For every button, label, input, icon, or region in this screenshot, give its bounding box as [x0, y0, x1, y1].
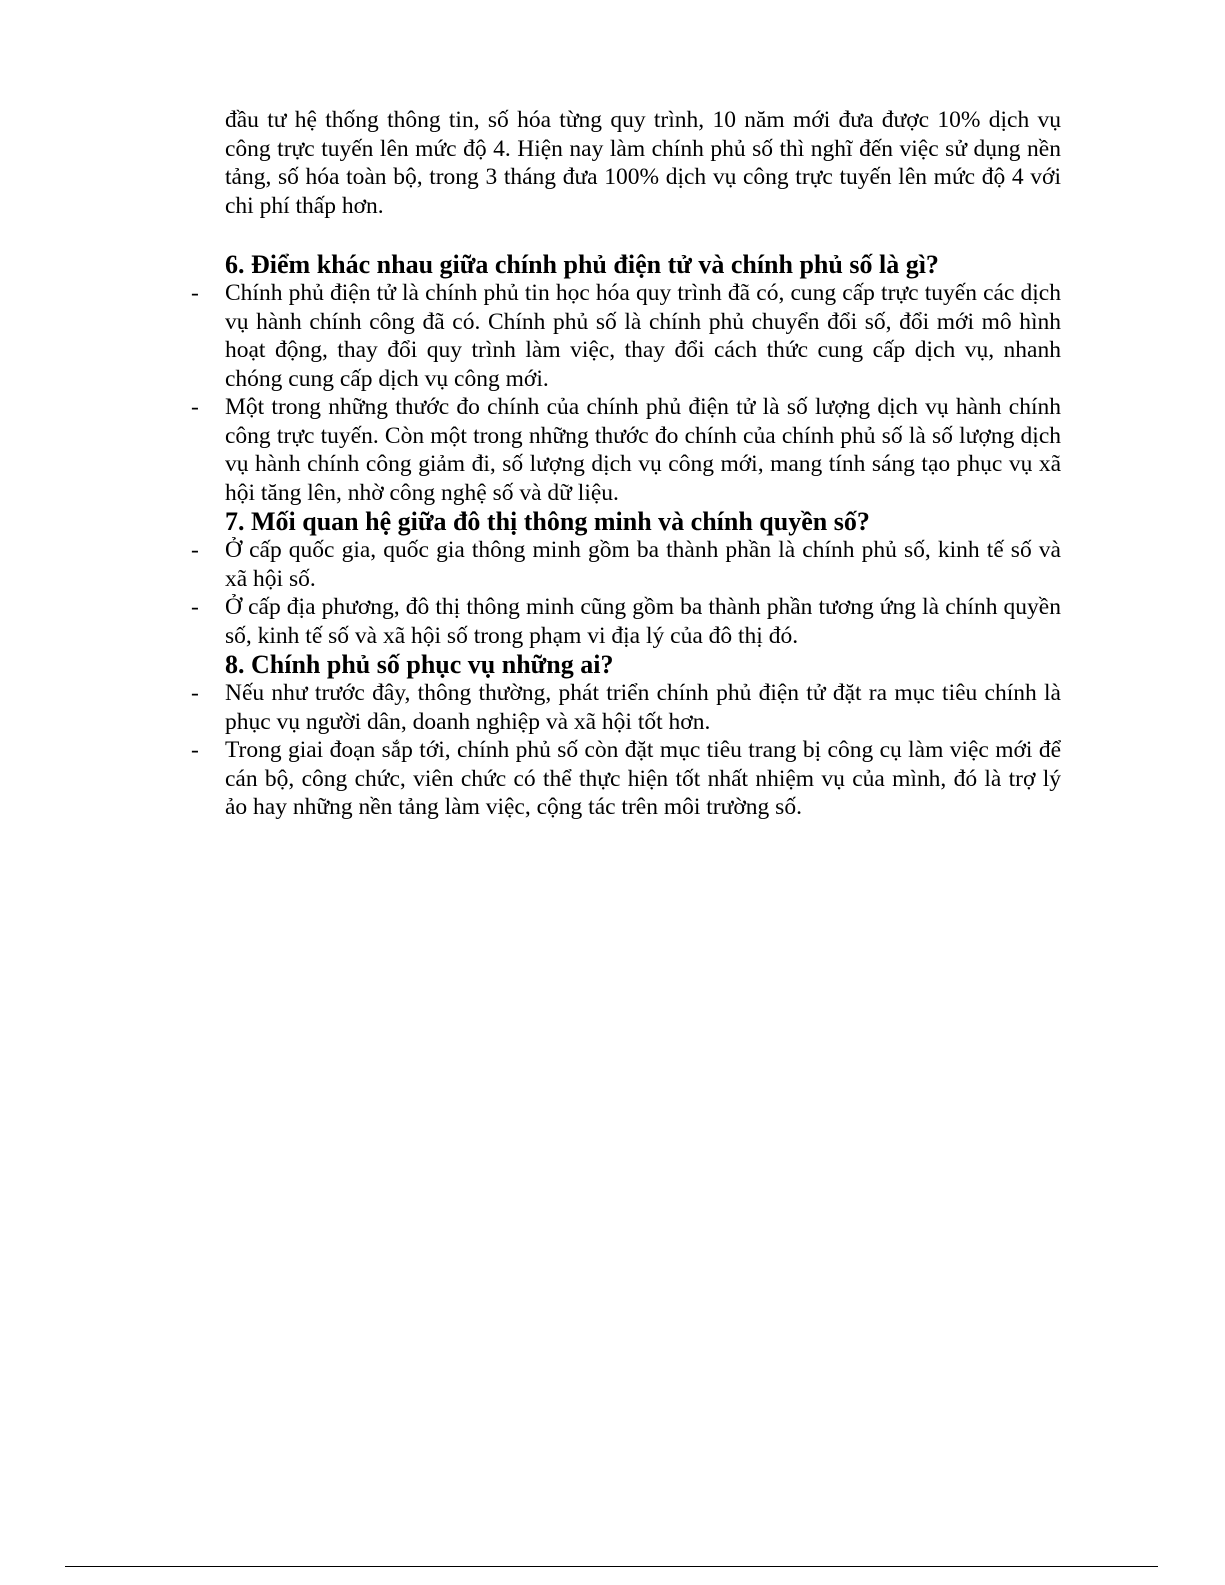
section-6-list — [191, 279, 1061, 507]
section-8-list — [191, 679, 1061, 822]
list-item-text: Nếu như trước đây, thông thường, phát triển chính phủ điện tử đặt ra mục tiêu chính là phục vụ người dân, doanh nghiệp và xã hội tốt hơn. — [225, 680, 1061, 735]
list-item — [191, 536, 1061, 593]
dash-bullet: - — [191, 394, 199, 420]
dash-bullet: - — [191, 737, 199, 763]
dash-bullet: - — [191, 280, 199, 306]
list-item-text: Chính phủ điện tử là chính phủ tin học hóa quy trình đã có, cung cấp trực tuyến các dịch vụ hành chính công đã có. Chính phủ số là chính phủ chuyển đổi số, đổi mới mô hình hoạt động, thay đổi quy trình làm việc, thay đổi cách thức cung cấp dịch vụ, nhanh chóng cung cấp dịch vụ công mới. — [225, 280, 1061, 392]
dash-bullet: - — [191, 537, 199, 563]
list-item-text: Trong giai đoạn sắp tới, chính phủ số còn đặt mục tiêu trang bị công cụ làm việc mới để cán bộ, công chức, viên chức có thể thực hiện tốt nhất nhiệm vụ của mình, đó là trợ lý ảo hay những nền tảng làm việc, cộng tác trên môi trường số. — [225, 737, 1061, 820]
page-content — [191, 106, 1061, 822]
section-heading-6: 6. Điểm khác nhau giữa chính phủ điện tử và chính phủ số là gì? — [225, 250, 939, 279]
list-item — [191, 393, 1061, 507]
section-heading-7: 7. Mối quan hệ giữa đô thị thông minh và chính quyền số? — [225, 507, 870, 536]
section-7-list — [191, 536, 1061, 650]
list-item — [191, 736, 1061, 822]
list-item — [191, 679, 1061, 736]
dash-bullet: - — [191, 594, 199, 620]
list-item-text: Ở cấp quốc gia, quốc gia thông minh gồm ba thành phần là chính phủ số, kinh tế số và xã hội số. — [225, 537, 1061, 592]
list-item-text: Một trong những thước đo chính của chính phủ điện tử là số lượng dịch vụ hành chính công trực tuyến. Còn một trong những thước đo chính của chính phủ số là số lượng dịch vụ hành chính công giảm đi, số lượng dịch vụ công mới, mang tính sáng tạo phục vụ xã hội tăng lên, nhờ công nghệ số và dữ liệu. — [225, 394, 1061, 506]
dash-bullet: - — [191, 680, 199, 706]
footer-divider — [65, 1566, 1158, 1567]
intro-paragraph: đầu tư hệ thống thông tin, số hóa từng quy trình, 10 năm mới đưa được 10% dịch vụ công trực tuyến lên mức độ 4. Hiện nay làm chính phủ số thì nghĩ đến việc sử dụng nền tảng, số hóa toàn bộ, trong 3 tháng đưa 100% dịch vụ công trực tuyến lên mức độ 4 với chi phí thấp hơn. — [225, 107, 1061, 219]
list-item — [191, 279, 1061, 393]
list-item-text: Ở cấp địa phương, đô thị thông minh cũng gồm ba thành phần tương ứng là chính quyền số, kinh tế số và xã hội số trong phạm vi địa lý của đô thị đó. — [225, 594, 1061, 649]
section-heading-8: 8. Chính phủ số phục vụ những ai? — [225, 650, 614, 679]
list-item — [191, 593, 1061, 650]
